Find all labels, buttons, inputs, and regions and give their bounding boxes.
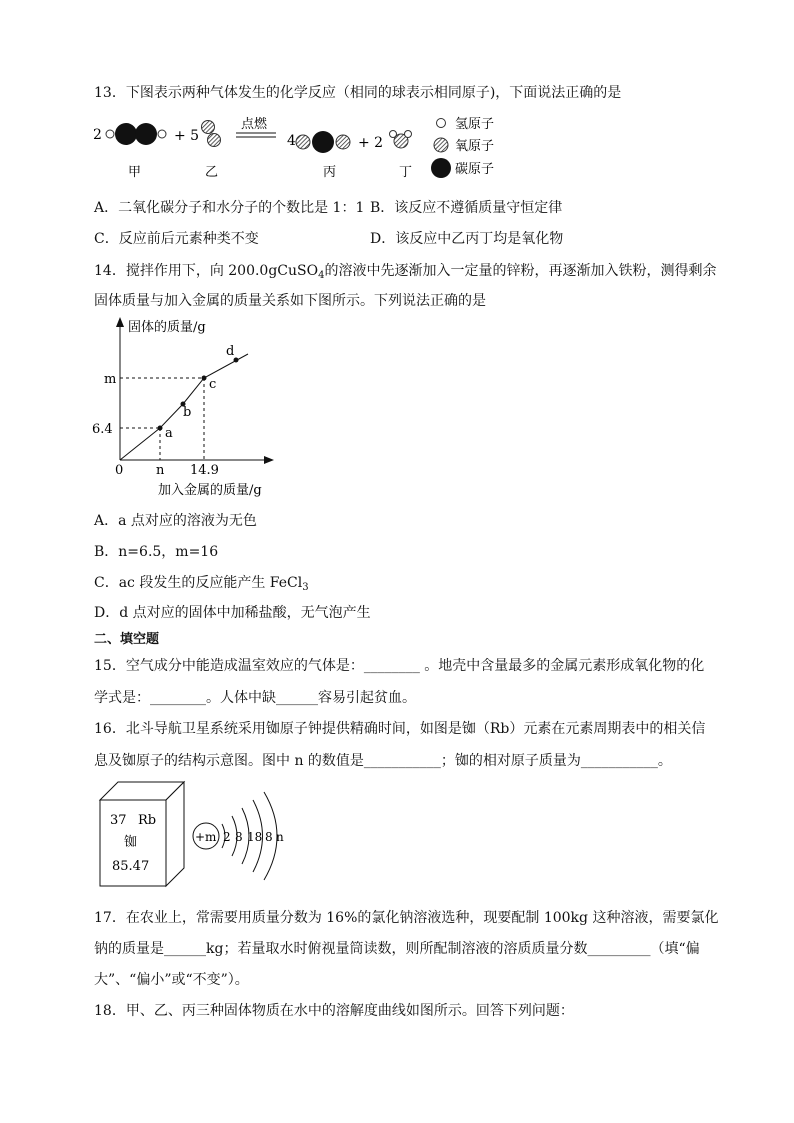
section-title: 二、填空题 <box>94 632 160 647</box>
coef-jia: 2 <box>93 127 102 143</box>
q18-line-1: 18．甲、乙、丙三种固体物质在水中的溶解度曲线如图所示。回答下列问题： <box>94 1003 574 1019</box>
coef-yi: + 5 <box>174 128 200 144</box>
nucleus-charge: +m <box>195 830 217 844</box>
q17-line-1: 17．在农业上，常需要用质量分数为 16%的氯化钠溶液选种，现要配制 100kg 这种溶液，需要氯化 <box>94 910 719 926</box>
q17-line-2: 钠的质量是______kg；若量取水时俯视量筒读数，则所配制溶液的溶质质量分数_________（填“偏 <box>94 941 700 957</box>
element-name: 铷 <box>124 835 138 850</box>
x-tick-14-9: 14.9 <box>190 463 219 478</box>
coef-ding: + 2 <box>358 135 384 151</box>
x-tick-0: 0 <box>115 463 124 478</box>
shell-4: 8 <box>265 830 273 844</box>
point-b-label: b <box>183 405 192 420</box>
box-side <box>166 782 184 886</box>
q13-option-a: A．二氧化碳分子和水分子的个数比是 1：1 <box>94 200 365 216</box>
q13-option-b: B．该反应不遵循质量守恒定律 <box>370 200 563 216</box>
q16-line-2: 息及铷原子的结构示意图。图中 n 的数值是___________；铷的相对原子质量为___________。 <box>94 753 672 769</box>
q14-chart <box>88 314 288 504</box>
y-axis-arrow-icon <box>116 317 124 327</box>
point-c <box>202 376 207 381</box>
legend-oxygen: 氧原子 <box>455 139 495 154</box>
hydrogen-atom <box>158 130 166 138</box>
q13-option-c: C．反应前后元素种类不变 <box>94 231 259 247</box>
q16-diagram <box>94 780 304 890</box>
coef-bing: 4 <box>287 133 296 149</box>
point-c-label: c <box>209 377 217 392</box>
oxygen-atom <box>202 121 215 134</box>
oxygen-atom <box>336 135 350 149</box>
reaction-condition: 点燃 <box>241 117 268 132</box>
q14-option-a: A．a 点对应的溶液为无色 <box>94 513 257 529</box>
y-tick-6-4: 6.4 <box>92 422 113 437</box>
q14-option-c: C．ac 段发生的反应能产生 FeCl$_3$ <box>94 575 309 593</box>
atomic-mass: 85.47 <box>112 859 150 874</box>
hydrogen-atom <box>390 131 397 138</box>
point-d-label: d <box>226 344 235 359</box>
q14-stem-2: 固体质量与加入金属的质量关系如下图所示。下列说法正确的是 <box>94 293 486 309</box>
carbon-atom <box>135 123 157 145</box>
q14-stem: 14．搅拌作用下，向 200.0gCuSO$_4$的溶液中先逐渐加入一定量的锌粉，再逐渐加入铁粉，测得剩余 <box>94 263 717 281</box>
legend-hydrogen: 氢原子 <box>455 117 495 132</box>
label-ding: 丁 <box>399 165 413 180</box>
label-jia: 甲 <box>128 165 142 180</box>
label-bing: 丙 <box>323 165 337 180</box>
point-a <box>158 426 163 431</box>
q16-line-1: 16．北斗导航卫星系统采用铷原子钟提供精确时间，如图是铷（Rb）元素在元素周期表中的相关信 <box>94 721 706 737</box>
q13-reaction-diagram <box>88 110 518 185</box>
legend-oxygen-icon <box>434 138 448 152</box>
q15-line-2: 学式是：________。人体中缺______容易引起贫血。 <box>94 690 416 706</box>
oxygen-atom <box>296 135 310 149</box>
oxygen-atom <box>208 134 221 147</box>
y-axis-label: 固体的质量/g <box>128 320 206 335</box>
atomic-number: 37 <box>110 813 127 828</box>
q14-option-b: B．n=6.5，m=16 <box>94 544 219 560</box>
x-tick-n: n <box>156 463 165 478</box>
shell-3: 18 <box>247 830 263 844</box>
point-a-label: a <box>165 426 173 441</box>
legend-carbon: 碳原子 <box>455 162 495 177</box>
q15-line-1: 15．空气成分中能造成温室效应的气体是：________ 。地壳中含量最多的金属元素形成氧化物的化 <box>94 658 705 674</box>
carbon-atom <box>312 131 334 153</box>
legend-hydrogen-icon <box>437 119 446 128</box>
q14-option-d: D．d 点对应的固体中加稀盐酸，无气泡产生 <box>94 605 371 621</box>
hydrogen-atom <box>106 130 114 138</box>
y-tick-m: m <box>104 372 117 387</box>
label-yi: 乙 <box>205 165 219 180</box>
carbon-atom <box>115 123 137 145</box>
q13-option-d: D．该反应中乙丙丁均是氧化物 <box>370 231 564 247</box>
q17-line-3: 大”、“偏小”或“不变”）。 <box>94 972 249 988</box>
q13-stem: 13．下图表示两种气体发生的化学反应（相同的球表示相同原子)，下面说法正确的是 <box>94 85 622 101</box>
x-axis-arrow-icon <box>264 456 274 464</box>
element-symbol: Rb <box>138 813 157 828</box>
shell-1: 2 <box>223 830 231 844</box>
shell-2: 8 <box>235 830 243 844</box>
shell-5: n <box>276 830 284 844</box>
legend-carbon-icon <box>431 158 451 178</box>
x-axis-label: 加入金属的质量/g <box>158 483 262 498</box>
hydrogen-atom <box>405 131 412 138</box>
